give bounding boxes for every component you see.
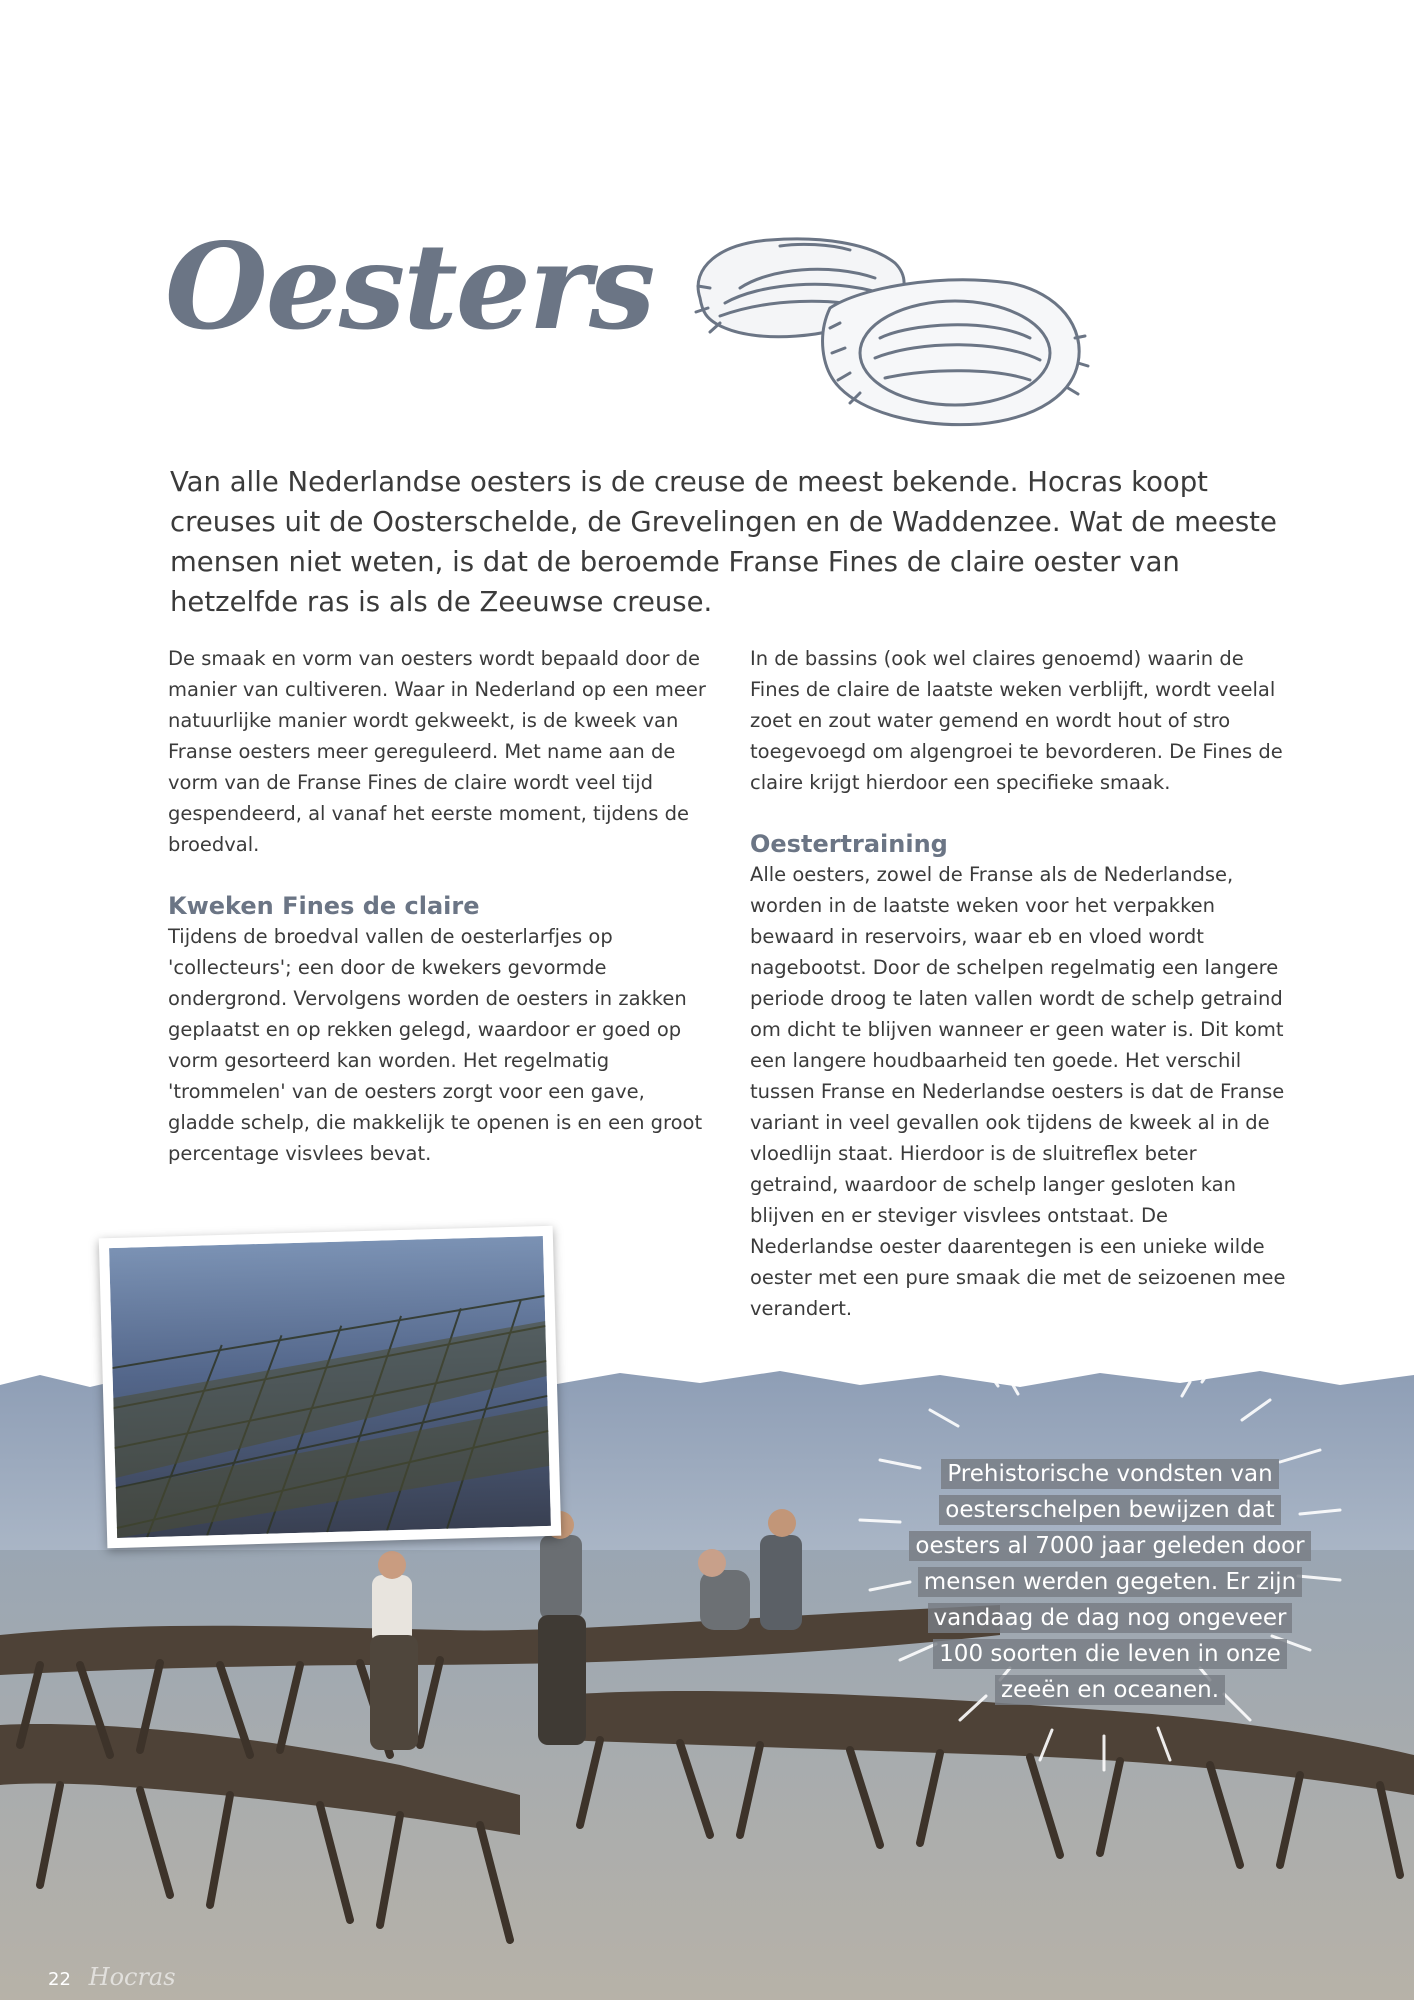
page-number: 22: [48, 1969, 71, 1990]
left-column: [168, 643, 708, 1169]
page-title: Oesters: [165, 217, 654, 356]
intro-paragraph: Van alle Nederlandse oesters is de creuse de meest bekende. Hocras koopt creuses uit de Oosterschelde, de Grevelingen en de Waddenzee. Wat de meeste mensen niet weten, is dat de beroemde Franse Fines de claire oester van hetzelfde ras is als de Zeeuwse creuse.: [170, 466, 1277, 618]
right-column: [750, 643, 1290, 1324]
footer-brand: Hocras: [88, 1963, 176, 1991]
left-paragraph-2: Tijdens de broedval vallen de oesterlarfjes op 'collecteurs'; een door de kwekers gevormde ondergrond. Vervolgens worden de oesters in zakken geplaatst en op rekken gelegd, waardoor er goed op vorm gesorteerd kan worden. Het regelmatig 'trommelen' van de oesters zorgt voor een gave, gladde schelp, die makkelijk te openen is en een groot percentage visvlees bevat.: [168, 925, 703, 1165]
right-paragraph-1: In de bassins (ook wel claires genoemd) waarin de Fines de claire de laatste weken verblijft, wordt veelal zoet en zout water gemend en wordt hout of stro toegevoegd om algengroei te bevorderen. De Fines de claire krijgt hierdoor een specifieke smaak.: [750, 647, 1283, 794]
page-footer: [48, 1963, 176, 1991]
heading-oestertraining: Oestertraining: [750, 830, 948, 858]
fact-callout-text: Prehistorische vondsten van oesterschelpen bewijzen dat oesters al 7000 jaar geleden door mensen werden gegeten. Er zijn vandaag de dag nog ongeveer 100 soorten die leven in onze zeeën en oceanen.: [909, 1459, 1310, 1705]
fact-callout: [905, 1456, 1315, 1708]
heading-kweken: Kweken Fines de claire: [168, 892, 480, 920]
left-paragraph-1: De smaak en vorm van oesters wordt bepaald door de manier van cultiveren. Waar in Nederland op een meer natuurlijke manier wordt gekweekt, is de kweek van Franse oesters meer gereguleerd. Met name aan de vorm van de Franse Fines de claire wordt veel tijd gespendeerd, al vanaf het eerste moment, tijdens de broedval.: [168, 647, 706, 856]
oyster-nets-photo: [99, 1226, 561, 1549]
oyster-illustration-icon: [680, 228, 1090, 433]
right-paragraph-2: Alle oesters, zowel de Franse als de Nederlandse, worden in de laatste weken voor het verpakken bewaard in reservoirs, waar eb en vloed wordt nagebootst. Door de schelpen regelmatig een langere periode droog te laten vallen wordt de schelp getraind om dicht te blijven wanneer er geen water is. Dit komt een langere houdbaarheid ten goede. Het verschil tussen Franse en Nederlandse oesters is dat de Franse variant in veel gevallen ook tijdens de kweek al in de vloedlijn staat. Hierdoor is de sluitreflex beter getraind, waardoor de schelp langer gesloten kan blijven en er steviger visvlees ontstaat. De Nederlandse oester daarentegen is een unieke wilde oester met een pure smaak die met de seizoenen mee verandert.: [750, 863, 1286, 1320]
